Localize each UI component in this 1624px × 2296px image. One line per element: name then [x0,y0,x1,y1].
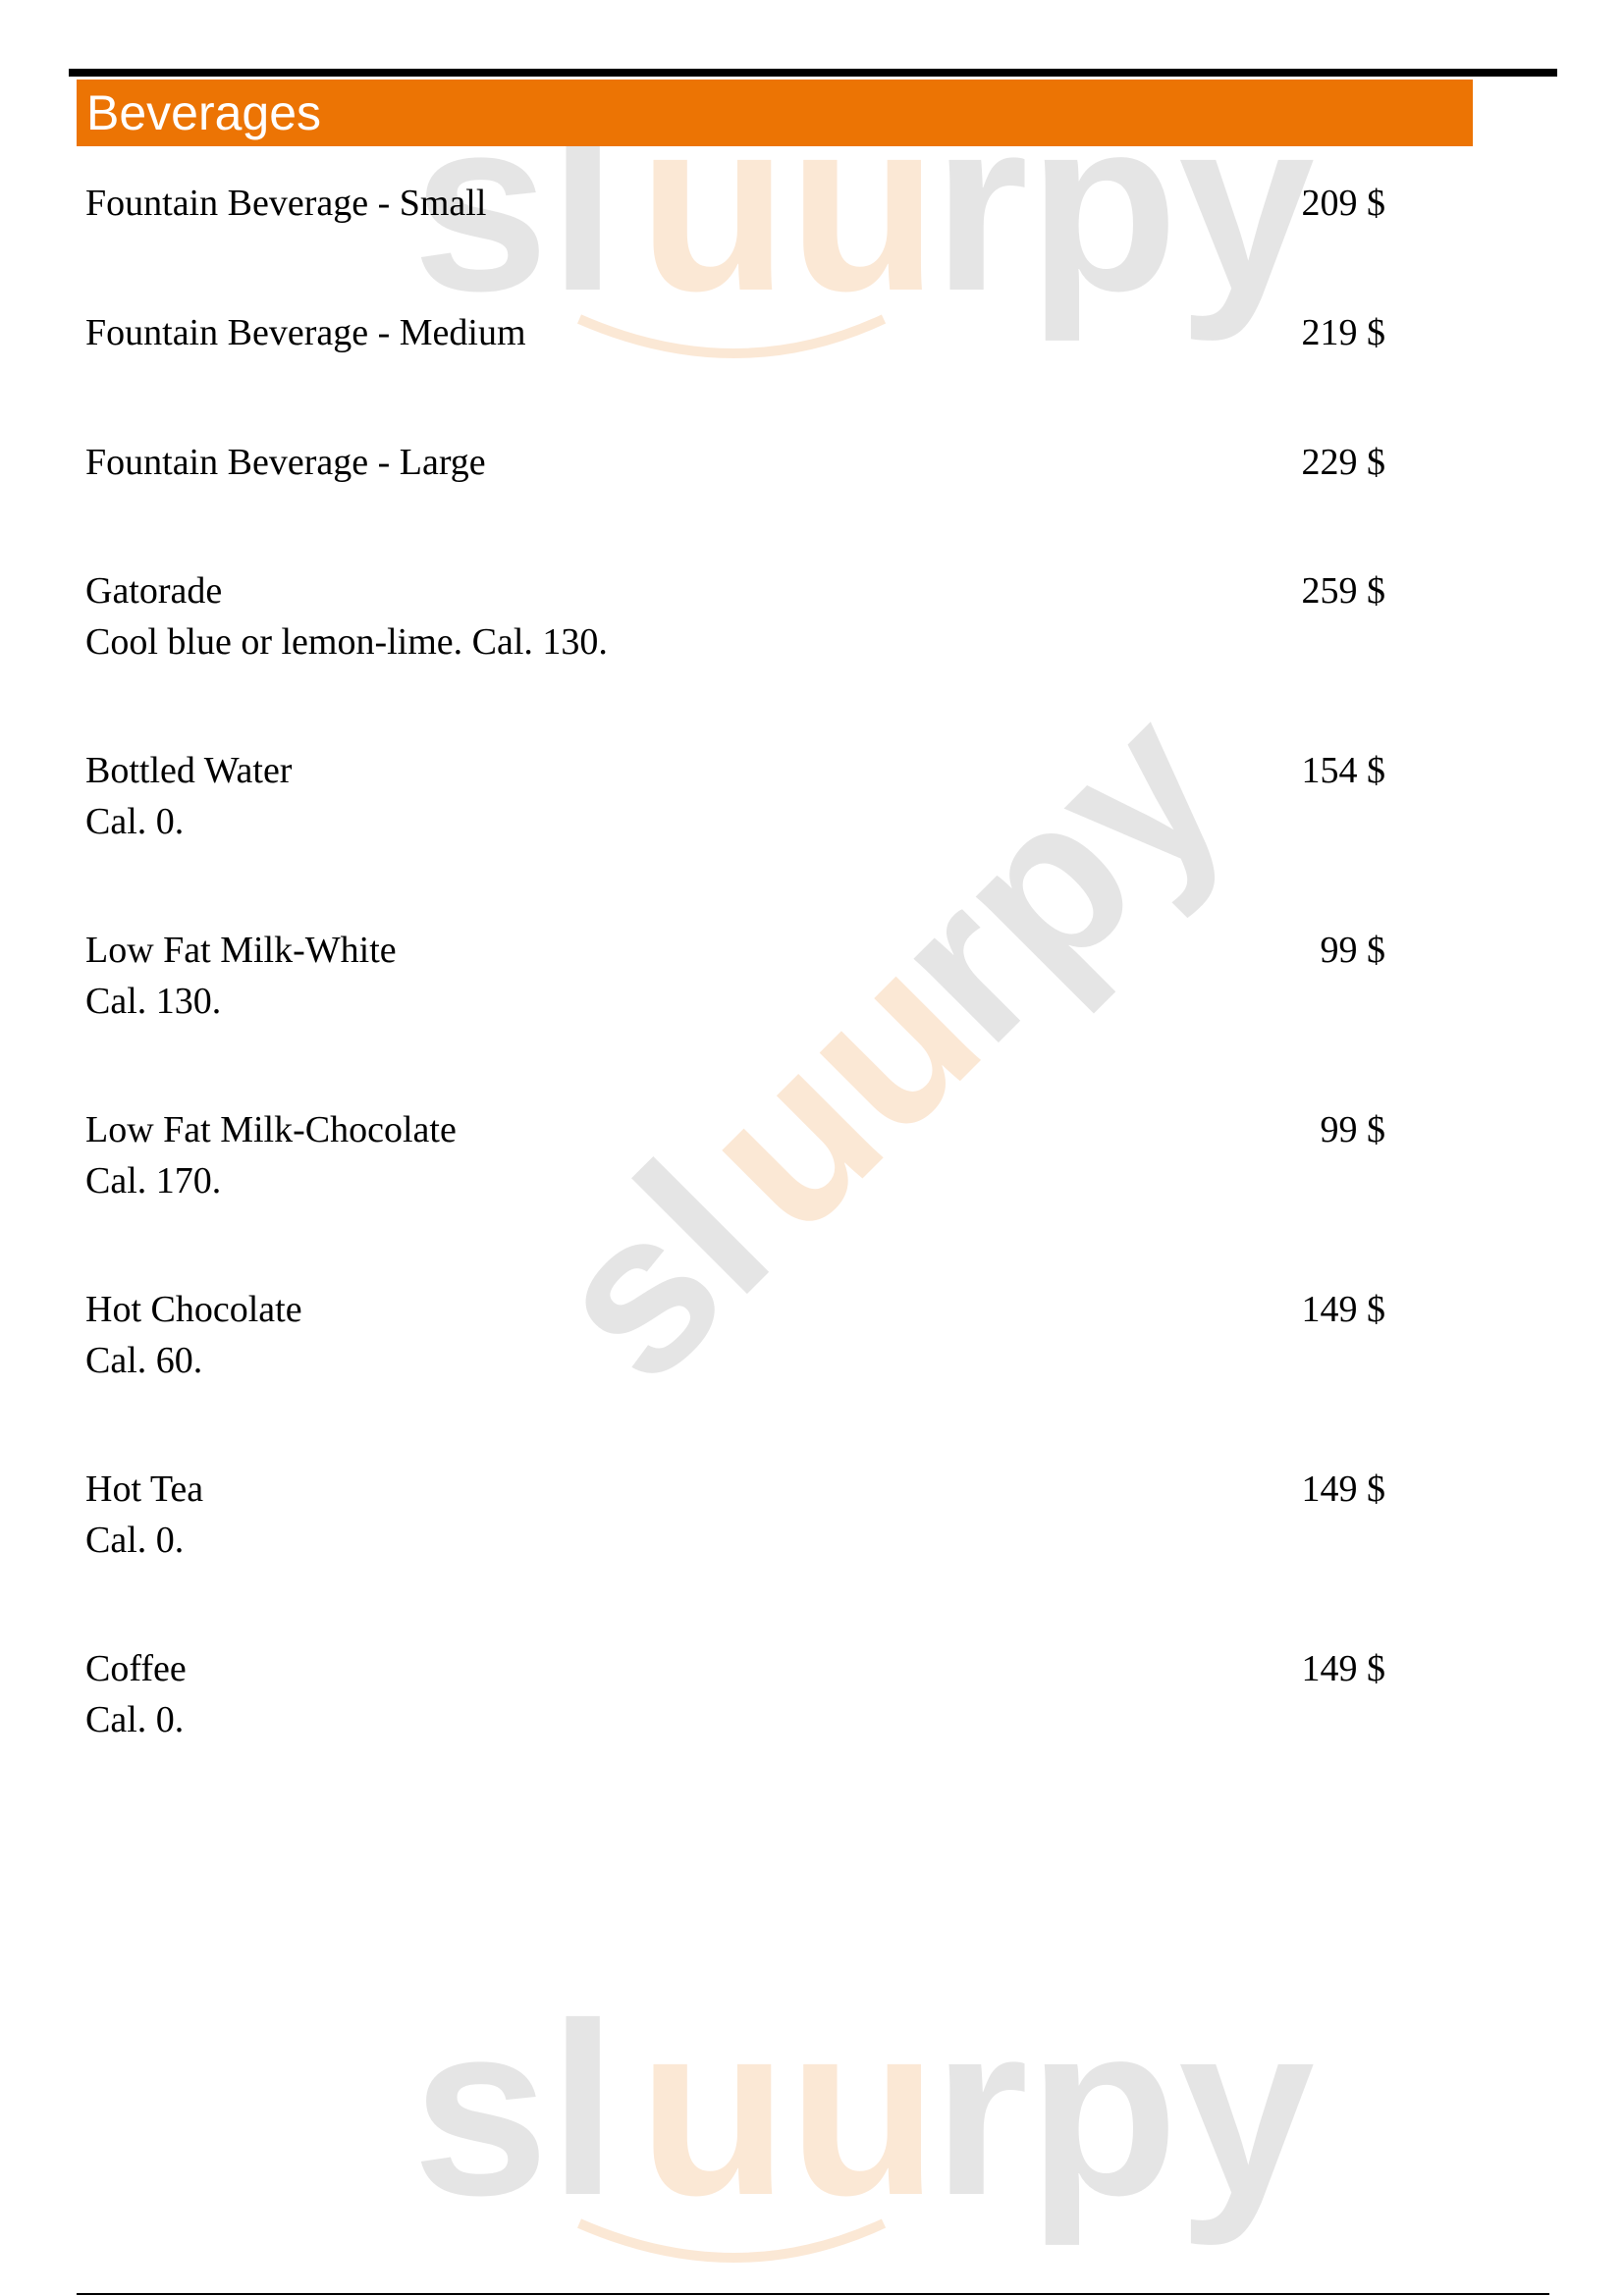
svg-text:rpy: rpy [933,1972,1316,2246]
item-name: Fountain Beverage - Medium [85,312,526,353]
item-name: Fountain Beverage - Large [85,442,486,483]
item-description: Cal. 130. [85,981,222,1022]
item-name: Hot Tea [85,1468,204,1510]
bottom-rule [77,2293,1549,2295]
item-description: Cal. 60. [85,1340,203,1381]
svg-text:rpy: rpy [933,68,1316,342]
svg-text:sl: sl [503,1116,815,1428]
item-price: 209 $ [1301,183,1385,224]
item-name: Hot Chocolate [85,1289,302,1330]
item-price: 154 $ [1301,750,1385,791]
item-price: 99 $ [1320,930,1385,971]
svg-text:uu: uu [652,905,1026,1279]
item-name: Bottled Water [85,750,293,791]
item-price: 149 $ [1301,1648,1385,1689]
item-description: Cal. 170. [85,1160,222,1201]
menu-item [85,1643,1385,1745]
menu-item [85,925,1385,1027]
menu-item [85,745,1385,847]
section-title: Beverages [86,85,322,140]
item-price: 229 $ [1301,442,1385,483]
menu-item [85,1284,1385,1386]
item-name: Fountain Beverage - Small [85,183,487,224]
svg-text:uu: uu [638,68,939,342]
item-name: Low Fat Milk-Chocolate [85,1109,457,1150]
item-price: 149 $ [1301,1468,1385,1510]
item-price: 149 $ [1301,1289,1385,1330]
item-price: 99 $ [1320,1109,1385,1150]
top-rule [69,69,1557,77]
svg-text:sl: sl [412,1972,618,2246]
item-price: 219 $ [1301,312,1385,353]
item-description: Cal. 0. [85,801,185,842]
item-name: Coffee [85,1648,187,1689]
item-description: Cool blue or lemon-lime. Cal. 130. [85,621,608,663]
menu-item [85,307,1385,358]
svg-text:rpy: rpy [842,661,1271,1089]
menu-item [85,1104,1385,1206]
menu-item [85,178,1385,229]
item-price: 259 $ [1301,570,1385,612]
item-description: Cal. 0. [85,1520,185,1561]
section-header [77,80,1473,146]
menu-item [85,1464,1385,1566]
svg-text:sl: sl [412,68,618,342]
item-name: Gatorade [85,570,223,612]
slurpy-watermark-logo-bottom [412,1958,1316,2272]
menu-item [85,565,1385,667]
item-description: Cal. 0. [85,1699,185,1740]
svg-text:uu: uu [638,1972,939,2246]
menu-item [85,437,1385,488]
item-name: Low Fat Milk-White [85,930,397,971]
